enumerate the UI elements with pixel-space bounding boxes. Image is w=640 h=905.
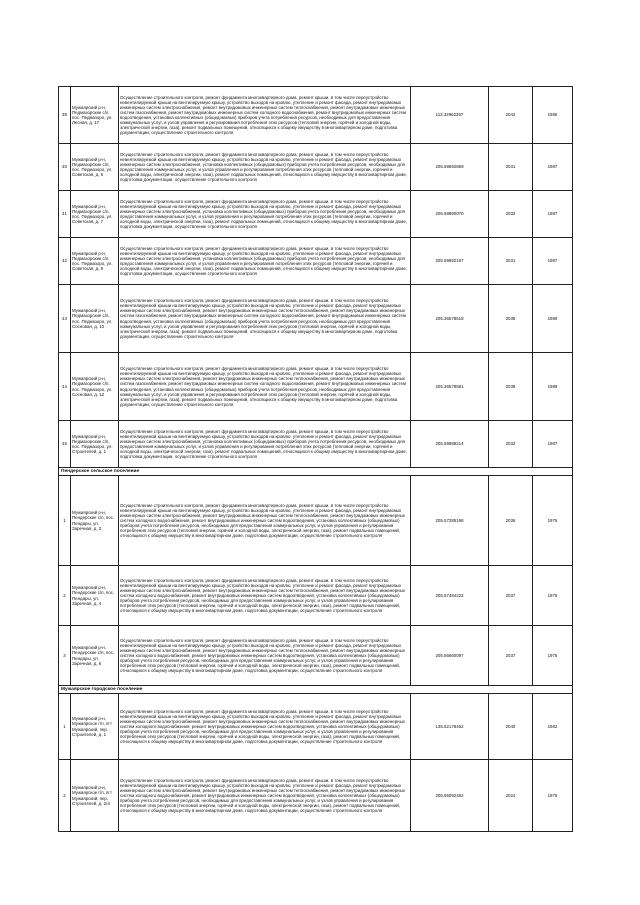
address-cell: Мужаярский р-н, Мужаярское г/п, пгт Мужаярский, пер. Строителей, д. 2/4	[71, 760, 119, 832]
address-cell: Мужаярский р-н, Педмазорские с/п, пос. Педмазоро, ул. Сосновая, д. 12	[71, 353, 119, 421]
built-year-cell: 1986	[533, 87, 573, 144]
address-cell: Мужаярский р-н, Пендерские с/п, пос. Пендары, ул. Заречная, д. 6	[71, 626, 119, 686]
table-row	[59, 285, 573, 353]
cost-cell: 205.59889214	[411, 421, 489, 468]
cost-cell: 205.56660097	[411, 626, 489, 686]
cost-cell: 113.32962357	[411, 87, 489, 144]
table-body	[59, 87, 573, 832]
planned-year-cell: 2040	[489, 694, 533, 760]
built-year-cell: 1976	[533, 566, 573, 626]
address-cell: Мужаярский р-н, Педмазорские с/п, пос. Педмазоро, ул. Сосновая, д. 10	[71, 285, 119, 353]
address-cell: Мужаярский р-н, Пендерские с/п, пос. Пендары, ул. Заречная, д. 4	[71, 566, 119, 626]
cost-cell: 205.36578581	[411, 353, 489, 421]
planned-year-cell: 2032	[489, 421, 533, 468]
cost-cell: 205.59892197	[411, 238, 489, 285]
built-year-cell: 1987	[533, 191, 573, 238]
row-number-cell: 2	[59, 566, 71, 626]
table-row	[59, 626, 573, 686]
table-row	[59, 694, 573, 760]
works-description-cell: Осуществление строительного контроля, ремонт фундамента многоквартирного дома, ремонт крыши, в том числе переустройство невентилируемой крыши на вентилируемую крышу, устройство выходов на кровлю, утепление и ремонт фасада, ремонт внутридомовых инженерных систем электроснабжения, ремонт внутридомовых инженерных систем теплоснабжения, ремонт внутридомовых инженерных систем холодного водоснабжения, ремонт внутридомовых инженерных систем водоотведения, установка коллективных (общедомовых) приборов учета потребления ресурсов, необходимых для предоставления коммунальных услуг, и узлов управления и регулирования потребления этих ресурсов (тепловой энергии, горячей и холодной воды, электрической энергии, газа), ремонт подвальных помещений, относящихся к общему имуществу в многоквартирном доме, подготовка документации, осуществление строительного контроля	[119, 760, 411, 832]
works-description-cell: Осуществление строительного контроля, ремонт фундамента многоквартирного дома, ремонт крыши, в том числе переустройство невентилируемой крыши на вентилируемую крышу, устройство выходов на кровлю, утепление и ремонт фасада, ремонт внутридомовых инженерных систем электроснабжения, ремонт внутридомовых инженерных систем теплоснабжения, ремонт внутридомовых инженерных систем холодного водоснабжения, ремонт внутридомовых инженерных систем водоотведения, установка коллективных (общедомовых) приборов учета потребления ресурсов, необходимых для предоставления коммунальных услуг, и узлов управления и регулирования потребления этих ресурсов (тепловой энергии, горячей и холодной воды, электрической энергии, газа), ремонт подвальных помещений, относящихся к общему имуществу в многоквартирном доме, подготовка документации, осуществление строительного контроля	[119, 566, 411, 626]
works-description-cell: Осуществление строительного контроля, ремонт фундамента многоквартирного дома, ремонт крыши, в том числе переустройство невентилируемой крыши на вентилируемую крышу, устройство выходов на кровлю, утепление и ремонт фасада, ремонт внутридомовых инженерных систем электроснабжения, ремонт внутридомовых инженерных систем теплоснабжения, ремонт внутридомовых инженерных систем холодного водоснабжения, ремонт внутридомовых инженерных систем водоотведения, установка коллективных (общедомовых) приборов учета потребления ресурсов, необходимых для предоставления коммунальных услуг, и узлов управления и регулирования потребления этих ресурсов (тепловой энергии, горячей и холодной воды, электрической энергии, газа), ремонт подвальных помещений, относящихся к общему имуществу в многоквартирном доме, подготовка документации, осуществление строительного контроля	[119, 476, 411, 566]
capital-repair-table	[58, 86, 573, 832]
table-row	[59, 566, 573, 626]
works-description-cell: Осуществление строительного контроля, ремонт фундамента многоквартирного дома, ремонт крыши, в том числе переустройство невентилируемой крыши на вентилируемую крышу, устройство выходов на кровлю, утепление и ремонт фасада, ремонт внутридомовых инженерных систем электроснабжения, установка коллективных (общедомовых) приборов учета потребления ресурсов, необходимых для предоставления коммунальных услуг, и узлов управления и регулирования потребления этих ресурсов (тепловой энергии, горячей и холодной воды, электрической энергии, газа), ремонт подвальных помещений, относящихся к общему имуществу в многоквартирном доме, подготовка документации, осуществление строительного контроля	[119, 191, 411, 238]
address-cell: Мужаярский р-н, Педмазорские с/п, пос. Педмазоро, ул. Советская, д. 5	[71, 144, 119, 191]
row-number-cell: 40	[59, 144, 71, 191]
table-row	[59, 421, 573, 468]
works-description-cell: Осуществление строительного контроля, ремонт фундамента многоквартирного дома, ремонт крыши, в том числе переустройство невентилируемой крыши на вентилируемую крышу, устройство выходов на кровлю, утепление и ремонт фасада, ремонт внутридомовых инженерных систем электроснабжения, ремонт внутридомовых инженерных систем теплоснабжения, ремонт внутридомовых инженерных систем газоснабжения, ремонт внутридомовых инженерных систем холодного водоснабжения, ремонт внутридомовых инженерных систем водоотведения, установка коллективных (общедомовых) приборов учета потребления ресурсов, необходимых для предоставления коммунальных услуг, и узлов управления и регулирования потребления этих ресурсов (тепловой энергии, горячей и холодной воды, электрической энергии, газа), ремонт подвальных помещений, относящихся к общему имуществу в многоквартирном доме, подготовка документации, осуществление строительного контроля	[119, 87, 411, 144]
works-description-cell: Осуществление строительного контроля, ремонт фундамента многоквартирного дома, ремонт крыши, в том числе переустройство невентилируемой крыши на вентилируемую крышу, устройство выходов на кровлю, утепление и ремонт фасада, ремонт внутридомовых инженерных систем электроснабжения, установка коллективных (общедомовых) приборов учета потребления ресурсов, необходимых для предоставления коммунальных услуг, и узлов управления и регулирования потребления этих ресурсов (тепловой энергии, горячей и холодной воды, электрической энергии, газа), ремонт подвальных помещений, относящихся к общему имуществу в многоквартирном доме, подготовка документации, осуществление строительного контроля	[119, 421, 411, 468]
cost-cell: 205.36578518	[411, 285, 489, 353]
works-description-cell: Осуществление строительного контроля, ремонт фундамента многоквартирного дома, ремонт крыши, в том числе переустройство невентилируемой крыши на вентилируемую крышу, устройство выходов на кровлю, утепление и ремонт фасада, ремонт внутридомовых инженерных систем электроснабжения, ремонт внутридомовых инженерных систем теплоснабжения, ремонт внутридомовых инженерных систем холодного водоснабжения, ремонт внутридомовых инженерных систем водоотведения, установка коллективных (общедомовых) приборов учета потребления ресурсов, необходимых для предоставления коммунальных услуг, и узлов управления и регулирования потребления этих ресурсов (тепловой энергии, горячей и холодной воды, электрической энергии, газа), ремонт подвальных помещений, относящихся к общему имуществу в многоквартирном доме, подготовка документации, осуществление строительного контроля	[119, 626, 411, 686]
planned-year-cell: 2037	[489, 626, 533, 686]
works-description-cell: Осуществление строительного контроля, ремонт фундамента многоквартирного дома, ремонт крыши, в том числе переустройство невентилируемой крыши на вентилируемую крышу, устройство выходов на кровлю, утепление и ремонт фасада, ремонт внутридомовых инженерных систем электроснабжения, установка коллективных (общедомовых) приборов учета потребления ресурсов, необходимых для предоставления коммунальных услуг, и узлов управления и регулирования потребления этих ресурсов (тепловой энергии, горячей и холодной воды, электрической энергии, газа), ремонт подвальных помещений, относящихся к общему имуществу в многоквартирном доме, подготовка документации, осуществление строительного контроля	[119, 144, 411, 191]
built-year-cell: 1989	[533, 353, 573, 421]
built-year-cell: 1987	[533, 238, 573, 285]
row-number-cell: 41	[59, 191, 71, 238]
works-description-cell: Осуществление строительного контроля, ремонт фундамента многоквартирного дома, ремонт крыши, в том числе переустройство невентилируемой крыши на вентилируемую крышу, устройство выходов на кровлю, утепление и ремонт фасада, ремонт внутридомовых инженерных систем электроснабжения, ремонт внутридомовых инженерных систем теплоснабжения, ремонт внутридомовых инженерных систем холодного водоснабжения, ремонт внутридомовых инженерных систем водоотведения, установка коллективных (общедомовых) приборов учета потребления ресурсов, необходимых для предоставления коммунальных услуг, и узлов управления и регулирования потребления этих ресурсов (тепловой энергии, горячей и холодной воды, электрической энергии, газа), ремонт подвальных помещений, относящихся к общему имуществу в многоквартирном доме, подготовка документации, осуществление строительного контроля	[119, 694, 411, 760]
works-description-cell: Осуществление строительного контроля, ремонт фундамента многоквартирного дома, ремонт крыши, в том числе переустройство невентилируемой крыши на вентилируемую крышу, устройство выходов на кровлю, утепление и ремонт фасада, ремонт внутридомовых инженерных систем электроснабжения, ремонт внутридомовых инженерных систем теплоснабжения, ремонт внутридомовых инженерных систем газоснабжения, ремонт внутридомовых инженерных систем холодного водоснабжения, ремонт внутридомовых инженерных систем водоотведения, установка коллективных (общедомовых) приборов учета потребления ресурсов, необходимых для предоставления коммунальных услуг, и узлов управления и регулирования потребления этих ресурсов (тепловой энергии, горячей и холодной воды, электрической энергии, газа), ремонт подвальных помещений, относящихся к общему имуществу в многоквартирном доме, подготовка документации, осуществление строительного контроля	[119, 353, 411, 421]
works-description-cell: Осуществление строительного контроля, ремонт фундамента многоквартирного дома, ремонт крыши, в том числе переустройство невентилируемой крыши на вентилируемую крышу, устройство выходов на кровлю, утепление и ремонт фасада, ремонт внутридомовых инженерных систем электроснабжения, установка коллективных (общедомовых) приборов учета потребления ресурсов, необходимых для предоставления коммунальных услуг, и узлов управления и регулирования потребления этих ресурсов (тепловой энергии, горячей и холодной воды, электрической энергии, газа), ремонт подвальных помещений, относящихся к общему имуществу в многоквартирном доме, подготовка документации, осуществление строительного контроля	[119, 238, 411, 285]
table-row	[59, 476, 573, 566]
cost-cell: 205.57285198	[411, 476, 489, 566]
cost-cell: 205.59892869	[411, 144, 489, 191]
cost-cell: 205.57484222	[411, 566, 489, 626]
cost-cell: 205.59890070	[411, 191, 489, 238]
table-row	[59, 87, 573, 144]
row-number-cell: 1	[59, 694, 71, 760]
planned-year-cell: 2036	[489, 476, 533, 566]
row-number-cell: 39	[59, 87, 71, 144]
table-row	[59, 760, 573, 832]
row-number-cell: 45	[59, 421, 71, 468]
row-number-cell: 2	[59, 760, 71, 832]
address-cell: Мужаярский р-н, Педмазорские с/п, пос. Педмазоро, ул. Советская, д. 9	[71, 238, 119, 285]
table-row	[59, 353, 573, 421]
planned-year-cell: 2032	[489, 191, 533, 238]
section-header-row	[59, 686, 573, 694]
address-cell: Мужаярский р-н, Педмазорские с/п, пос. Педмазоро, ул. Советская, д. 7	[71, 191, 119, 238]
planned-year-cell: 2042	[489, 87, 533, 144]
planned-year-cell: 2037	[489, 566, 533, 626]
works-description-cell: Осуществление строительного контроля, ремонт фундамента многоквартирного дома, ремонт крыши, в том числе переустройство невентилируемой крыши на вентилируемую крышу, устройство выходов на кровлю, утепление и ремонт фасада, ремонт внутридомовых инженерных систем электроснабжения, ремонт внутридомовых инженерных систем теплоснабжения, ремонт внутридомовых инженерных систем газоснабжения, ремонт внутридомовых инженерных систем холодного водоснабжения, ремонт внутридомовых инженерных систем водоотведения, установка коллективных (общедомовых) приборов учета потребления ресурсов, необходимых для предоставления коммунальных услуг, и узлов управления и регулирования потребления этих ресурсов (тепловой энергии, горячей и холодной воды, электрической энергии, газа), ремонт подвальных помещений, относящихся к общему имуществу в многоквартирном доме, подготовка документации, осуществление строительного контроля	[119, 285, 411, 353]
table-row	[59, 238, 573, 285]
table-row	[59, 144, 573, 191]
planned-year-cell: 2039	[489, 353, 533, 421]
section-title: Пендерское сельское поселение	[59, 468, 573, 476]
built-year-cell: 1976	[533, 626, 573, 686]
built-year-cell: 1976	[533, 476, 573, 566]
built-year-cell: 1987	[533, 421, 573, 468]
section-header-row	[59, 468, 573, 476]
cost-cell: 205.95092482	[411, 760, 489, 832]
row-number-cell: 42	[59, 238, 71, 285]
address-cell: Мужаярский р-н, Мужаярское г/п, пгт Мужаярский, пер. Строителей, д. 1	[71, 694, 119, 760]
planned-year-cell: 2031	[489, 144, 533, 191]
planned-year-cell: 2038	[489, 285, 533, 353]
cost-cell: 135.52178462	[411, 694, 489, 760]
row-number-cell: 3	[59, 626, 71, 686]
built-year-cell: 1976	[533, 760, 573, 832]
row-number-cell: 44	[59, 353, 71, 421]
section-title: Мужаярское городское поселение	[59, 686, 573, 694]
table-row	[59, 191, 573, 238]
address-cell: Мужаярский р-н, Пендерские с/п, пос. Пендары, ул. Заречная, д. 2	[71, 476, 119, 566]
built-year-cell: 1982	[533, 694, 573, 760]
planned-year-cell: 2024	[489, 760, 533, 832]
built-year-cell: 1987	[533, 144, 573, 191]
built-year-cell: 1989	[533, 285, 573, 353]
address-cell: Мужаярский р-н, Педмазорские с/п, пос. Педмазоро, ул. Лесная, д. 17	[71, 87, 119, 144]
row-number-cell: 1	[59, 476, 71, 566]
address-cell: Мужаярский р-н, Педмазорские с/п, пос. Педмазоро, ул. Строителей, д. 1	[71, 421, 119, 468]
planned-year-cell: 2031	[489, 238, 533, 285]
row-number-cell: 43	[59, 285, 71, 353]
